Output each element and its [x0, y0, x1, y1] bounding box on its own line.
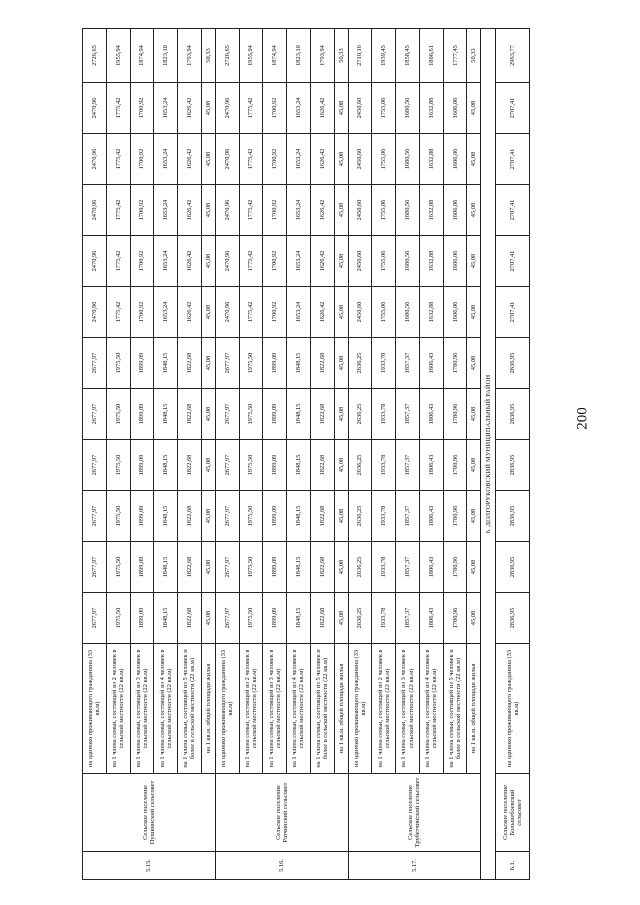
value-cell: 2677,97 [83, 491, 107, 542]
value-cell: 1822,68 [310, 593, 334, 644]
value-cell: 1822,68 [310, 389, 334, 440]
value-cell: 1975,50 [239, 491, 263, 542]
value-cell: 1899,09 [130, 440, 154, 491]
table-row [372, 29, 396, 880]
value-cell: 2636,25 [348, 593, 372, 644]
value-cell: 2836,95 [496, 593, 530, 644]
value-cell: 1899,09 [263, 440, 287, 491]
value-cell: 1653,24 [154, 236, 178, 287]
section-row [481, 29, 496, 880]
value-cell: 1955,94 [239, 29, 263, 83]
value-cell: 1793,94 [310, 29, 334, 83]
value-cell: 1975,50 [106, 338, 130, 389]
value-cell: 1780,96 [443, 593, 467, 644]
table-row [496, 29, 530, 880]
value-cell: 1806,43 [419, 389, 443, 440]
value-cell: 1857,37 [396, 338, 420, 389]
value-cell: 1975,50 [239, 389, 263, 440]
value-cell: 45,08 [334, 440, 348, 491]
value-cell: 2963,77 [496, 29, 530, 83]
value-cell: 1899,09 [263, 491, 287, 542]
norm-description: на 1 члена семьи, состоящей из 3 человек в сельской местности (22 кв.м) [263, 644, 287, 774]
value-cell: 1700,92 [263, 83, 287, 134]
value-cell: 1626,42 [178, 83, 202, 134]
value-cell: 1755,06 [372, 134, 396, 185]
value-cell: 1899,09 [130, 491, 154, 542]
table-row [106, 29, 130, 880]
value-cell: 1857,37 [396, 491, 420, 542]
norm-description: на 1 члена семьи, состоящей из 2 человек в сельской местности (22 кв.м) [239, 644, 263, 774]
value-cell: 1632,88 [419, 236, 443, 287]
value-cell: 1857,37 [396, 389, 420, 440]
value-cell: 2836,95 [496, 542, 530, 593]
value-cell: 45,08 [467, 542, 481, 593]
value-cell: 1626,42 [310, 185, 334, 236]
value-cell: 1626,42 [178, 287, 202, 338]
value-cell: 2636,25 [348, 338, 372, 389]
value-cell: 1653,24 [287, 134, 311, 185]
settlement-name: Сельское поселение Трубетчинский сельсовет [348, 774, 481, 852]
value-cell: 1700,92 [130, 185, 154, 236]
value-cell: 1632,88 [419, 185, 443, 236]
value-cell: 2470,96 [215, 134, 239, 185]
value-cell: 2450,60 [348, 185, 372, 236]
value-cell: 1755,06 [372, 236, 396, 287]
norm-description: на одиноко проживающего гражданина (33 кв.м) [83, 644, 107, 774]
value-cell: 1975,50 [106, 440, 130, 491]
value-cell: 1939,45 [372, 29, 396, 83]
value-cell: 1780,96 [443, 389, 467, 440]
value-cell: 1606,06 [443, 185, 467, 236]
value-cell: 1780,96 [443, 542, 467, 593]
table-row [419, 29, 443, 880]
value-cell: 2470,96 [83, 185, 107, 236]
value-cell: 1822,68 [310, 542, 334, 593]
value-cell: 1899,09 [130, 389, 154, 440]
value-cell: 1848,15 [154, 593, 178, 644]
value-cell: 1653,24 [287, 185, 311, 236]
value-cell: 1848,15 [287, 389, 311, 440]
norm-description: на одиноко проживающего гражданина (33 кв.м) [348, 644, 372, 774]
value-cell: 2836,95 [496, 440, 530, 491]
value-cell: 1933,78 [372, 338, 396, 389]
value-cell: 1653,24 [287, 236, 311, 287]
value-cell: 1822,68 [178, 389, 202, 440]
value-cell: 1857,37 [396, 542, 420, 593]
norm-description: на 1 члена семьи, состоящей из 4 человек в сельской местности (22 кв.м) [154, 644, 178, 774]
value-cell: 45,08 [334, 83, 348, 134]
page-number: 200 [574, 407, 591, 430]
value-cell: 2836,95 [496, 338, 530, 389]
value-cell: 1899,09 [130, 542, 154, 593]
value-cell: 1700,92 [130, 236, 154, 287]
value-cell: 50,33 [467, 29, 481, 83]
table-row [334, 29, 348, 880]
value-cell: 1975,50 [239, 440, 263, 491]
value-cell: 1775,42 [106, 134, 130, 185]
value-cell: 45,08 [201, 185, 215, 236]
value-cell: 1806,43 [419, 542, 443, 593]
value-cell: 2470,96 [215, 185, 239, 236]
value-cell: 1933,78 [372, 542, 396, 593]
value-cell: 2836,95 [496, 389, 530, 440]
value-cell: 45,08 [334, 491, 348, 542]
norm-description: на 1 члена семьи, состоящей из 4 человек в сельской местности (22 кв.м) [419, 644, 443, 774]
value-cell: 1775,42 [239, 134, 263, 185]
value-cell: 2450,60 [348, 134, 372, 185]
value-cell: 2636,25 [348, 440, 372, 491]
value-cell: 1775,42 [239, 236, 263, 287]
value-cell: 2470,96 [83, 236, 107, 287]
table-body [83, 29, 530, 880]
value-cell: 45,08 [467, 593, 481, 644]
value-cell: 1822,68 [178, 542, 202, 593]
value-cell: 1806,61 [419, 29, 443, 83]
value-cell: 50,33 [201, 29, 215, 83]
value-cell: 1848,15 [287, 593, 311, 644]
norm-description: на 1 члена семьи, состоящей из 2 человек в сельской местности (22 кв.м) [372, 644, 396, 774]
norm-description: на 1 кв.м. общей площади жилья [334, 644, 348, 774]
value-cell: 1848,15 [154, 491, 178, 542]
value-cell: 1653,24 [287, 287, 311, 338]
norm-description: на 1 члена семьи, состоящей из 3 человек в сельской местности (22 кв.м) [130, 644, 154, 774]
table-row [310, 29, 334, 880]
value-cell: 45,08 [467, 389, 481, 440]
value-cell: 1755,06 [372, 185, 396, 236]
norm-description: на 1 члена семьи, состоящей из 5 человек и более в сельской местности (22 кв.м) [310, 644, 334, 774]
norm-description: на 1 члена семьи, состоящей из 2 человек в сельской местности (22 кв.м) [106, 644, 130, 774]
value-cell: 2450,60 [348, 236, 372, 287]
value-cell: 1653,24 [287, 83, 311, 134]
value-cell: 45,08 [334, 338, 348, 389]
value-cell: 1626,42 [310, 287, 334, 338]
value-cell: 45,08 [334, 134, 348, 185]
value-cell: 1632,88 [419, 134, 443, 185]
value-cell: 2450,60 [348, 83, 372, 134]
value-cell: 2677,97 [215, 440, 239, 491]
value-cell: 2707,41 [496, 236, 530, 287]
value-cell: 1806,43 [419, 593, 443, 644]
value-cell: 1823,10 [287, 29, 311, 83]
norm-description: на 1 члена семьи, состоящей из 5 человек и более в сельской местности (22 кв.м) [178, 644, 202, 774]
value-cell: 1874,94 [263, 29, 287, 83]
value-cell: 1775,42 [106, 83, 130, 134]
value-cell: 2677,97 [83, 338, 107, 389]
rotated-table-container [82, 30, 530, 880]
value-cell: 1822,68 [310, 338, 334, 389]
value-cell: 1975,50 [106, 389, 130, 440]
value-cell: 2677,97 [215, 542, 239, 593]
table-row [178, 29, 202, 880]
value-cell: 1700,92 [130, 134, 154, 185]
table-row [348, 29, 372, 880]
value-cell: 1775,42 [106, 236, 130, 287]
value-cell: 2677,97 [83, 593, 107, 644]
value-cell: 2677,97 [215, 491, 239, 542]
value-cell: 45,08 [334, 542, 348, 593]
value-cell: 1822,68 [178, 593, 202, 644]
value-cell: 1933,78 [372, 389, 396, 440]
value-cell: 45,08 [467, 83, 481, 134]
value-cell: 2470,96 [215, 83, 239, 134]
value-cell: 1775,42 [239, 185, 263, 236]
value-cell: 1975,50 [106, 491, 130, 542]
value-cell: 2470,96 [83, 134, 107, 185]
value-cell: 1755,06 [372, 287, 396, 338]
table-row [130, 29, 154, 880]
value-cell: 2707,41 [496, 287, 530, 338]
table-row [239, 29, 263, 880]
norm-description: на одиноко проживающего гражданина (33 кв.м) [215, 644, 239, 774]
value-cell: 1680,56 [396, 134, 420, 185]
value-cell: 1806,43 [419, 338, 443, 389]
value-cell: 2707,41 [496, 185, 530, 236]
value-cell: 1848,15 [154, 389, 178, 440]
value-cell: 1848,15 [287, 338, 311, 389]
value-cell: 1933,78 [372, 593, 396, 644]
value-cell: 1680,56 [396, 236, 420, 287]
value-cell: 1680,56 [396, 185, 420, 236]
norm-description: на 1 члена семьи, состоящей из 3 человек в сельской местности (22 кв.м) [396, 644, 420, 774]
value-cell: 1848,15 [287, 542, 311, 593]
value-cell: 1975,50 [239, 593, 263, 644]
value-cell: 1899,09 [263, 542, 287, 593]
value-cell: 1700,92 [263, 236, 287, 287]
value-cell: 45,08 [334, 389, 348, 440]
value-cell: 1775,42 [106, 287, 130, 338]
value-cell: 1700,92 [263, 287, 287, 338]
value-cell: 1653,24 [154, 134, 178, 185]
value-cell: 1848,15 [287, 440, 311, 491]
value-cell: 1606,06 [443, 134, 467, 185]
value-cell: 1626,42 [310, 83, 334, 134]
value-cell: 1899,09 [130, 593, 154, 644]
value-cell: 1793,94 [178, 29, 202, 83]
value-cell: 1700,92 [130, 83, 154, 134]
value-cell: 1606,06 [443, 287, 467, 338]
value-cell: 1775,42 [239, 83, 263, 134]
section-heading: 6. ДОЛГОРУКОВСКИЙ МУНИЦИПАЛЬНЫЙ РАЙОН [481, 29, 496, 880]
value-cell: 1899,09 [263, 338, 287, 389]
value-cell: 1874,94 [130, 29, 154, 83]
value-cell: 1775,42 [106, 185, 130, 236]
value-cell: 45,08 [467, 338, 481, 389]
value-cell: 1653,24 [154, 287, 178, 338]
value-cell: 1780,96 [443, 440, 467, 491]
value-cell: 2636,25 [348, 542, 372, 593]
value-cell: 1822,68 [310, 491, 334, 542]
value-cell: 45,08 [334, 236, 348, 287]
value-cell: 2707,41 [496, 83, 530, 134]
value-cell: 45,08 [467, 185, 481, 236]
value-cell: 1822,68 [178, 338, 202, 389]
value-cell: 2677,97 [83, 440, 107, 491]
norm-description: на одиноко проживающего гражданина (33 кв.м) [496, 644, 530, 774]
value-cell: 2707,41 [496, 134, 530, 185]
value-cell: 1975,50 [106, 542, 130, 593]
value-cell: 1755,06 [372, 83, 396, 134]
value-cell: 45,08 [201, 542, 215, 593]
row-index: 5.16. [215, 852, 348, 880]
value-cell: 1626,42 [178, 185, 202, 236]
value-cell: 1806,43 [419, 440, 443, 491]
value-cell: 1933,78 [372, 491, 396, 542]
value-cell: 1899,09 [263, 389, 287, 440]
value-cell: 2726,65 [83, 29, 107, 83]
value-cell: 45,08 [201, 440, 215, 491]
value-cell: 45,08 [334, 185, 348, 236]
value-cell: 1848,15 [154, 542, 178, 593]
value-cell: 2636,25 [348, 491, 372, 542]
value-cell: 1632,88 [419, 287, 443, 338]
value-cell: 1933,78 [372, 440, 396, 491]
value-cell: 1632,88 [419, 83, 443, 134]
value-cell: 1780,96 [443, 491, 467, 542]
value-cell: 1975,50 [106, 593, 130, 644]
value-cell: 1680,56 [396, 83, 420, 134]
value-cell: 1606,06 [443, 236, 467, 287]
row-index: 5.17. [348, 852, 481, 880]
value-cell: 1606,06 [443, 83, 467, 134]
value-cell: 2677,97 [83, 542, 107, 593]
value-cell: 2836,95 [496, 491, 530, 542]
row-index: 5.15. [83, 852, 216, 880]
value-cell: 1626,42 [178, 134, 202, 185]
table-row [215, 29, 239, 880]
value-cell: 1626,42 [310, 236, 334, 287]
value-cell: 1777,45 [443, 29, 467, 83]
norm-description: на 1 кв.м. общей площади жилья [201, 644, 215, 774]
value-cell: 1857,37 [396, 593, 420, 644]
value-cell: 2677,97 [83, 389, 107, 440]
value-cell: 1899,09 [130, 338, 154, 389]
value-cell: 1700,92 [263, 134, 287, 185]
value-cell: 2726,65 [215, 29, 239, 83]
tariff-table [82, 28, 530, 880]
value-cell: 1955,94 [106, 29, 130, 83]
value-cell: 1975,50 [239, 542, 263, 593]
value-cell: 45,08 [201, 338, 215, 389]
value-cell: 1822,68 [178, 440, 202, 491]
value-cell: 2470,96 [83, 287, 107, 338]
value-cell: 1848,15 [154, 440, 178, 491]
settlement-name: Сельское поселение Большебоевский сельсовет [496, 774, 530, 852]
table-row [83, 29, 107, 880]
value-cell: 1899,09 [263, 593, 287, 644]
value-cell: 2470,96 [83, 83, 107, 134]
value-cell: 1822,68 [310, 440, 334, 491]
value-cell: 1680,56 [396, 287, 420, 338]
table-row [396, 29, 420, 880]
value-cell: 45,08 [467, 134, 481, 185]
norm-description: на 1 члена семьи, состоящей из 5 человек и более в сельской местности (22 кв.м) [443, 644, 467, 774]
value-cell: 45,08 [201, 236, 215, 287]
value-cell: 1858,45 [396, 29, 420, 83]
value-cell: 45,08 [201, 389, 215, 440]
value-cell: 1848,15 [287, 491, 311, 542]
value-cell: 2470,96 [215, 236, 239, 287]
value-cell: 1775,42 [239, 287, 263, 338]
value-cell: 2710,16 [348, 29, 372, 83]
value-cell: 45,08 [467, 236, 481, 287]
value-cell: 1653,24 [154, 185, 178, 236]
row-index: 6.1. [496, 852, 530, 880]
value-cell: 2677,97 [215, 593, 239, 644]
value-cell: 1700,92 [130, 287, 154, 338]
value-cell: 2450,60 [348, 287, 372, 338]
table-row [263, 29, 287, 880]
table-row [287, 29, 311, 880]
value-cell: 2636,25 [348, 389, 372, 440]
value-cell: 45,08 [334, 287, 348, 338]
value-cell: 45,08 [467, 287, 481, 338]
value-cell: 1822,68 [178, 491, 202, 542]
value-cell: 45,08 [201, 287, 215, 338]
value-cell: 1780,96 [443, 338, 467, 389]
value-cell: 45,08 [201, 491, 215, 542]
value-cell: 1975,50 [239, 338, 263, 389]
value-cell: 1857,37 [396, 440, 420, 491]
value-cell: 2470,96 [215, 287, 239, 338]
norm-description: на 1 кв.м. общей площади жилья [467, 644, 481, 774]
value-cell: 1823,10 [154, 29, 178, 83]
settlement-name: Сельское поселение Ратчинский сельсовет [215, 774, 348, 852]
value-cell: 45,08 [201, 83, 215, 134]
value-cell: 45,08 [467, 440, 481, 491]
value-cell: 1626,42 [178, 236, 202, 287]
value-cell: 1806,43 [419, 491, 443, 542]
value-cell: 45,08 [201, 134, 215, 185]
value-cell: 2677,97 [215, 338, 239, 389]
value-cell: 1848,15 [154, 338, 178, 389]
table-row [154, 29, 178, 880]
settlement-name: Сельское поселение Пушкинский сельсовет [83, 774, 216, 852]
value-cell: 1700,92 [263, 185, 287, 236]
value-cell: 50,33 [334, 29, 348, 83]
value-cell: 45,08 [334, 593, 348, 644]
table-row [467, 29, 481, 880]
value-cell: 1653,24 [154, 83, 178, 134]
table-row [201, 29, 215, 880]
value-cell: 2677,97 [215, 389, 239, 440]
value-cell: 1626,42 [310, 134, 334, 185]
table-row [443, 29, 467, 880]
value-cell: 45,08 [201, 593, 215, 644]
norm-description: на 1 члена семьи, состоящей из 4 человек в сельской местности (22 кв.м) [287, 644, 311, 774]
value-cell: 45,08 [467, 491, 481, 542]
